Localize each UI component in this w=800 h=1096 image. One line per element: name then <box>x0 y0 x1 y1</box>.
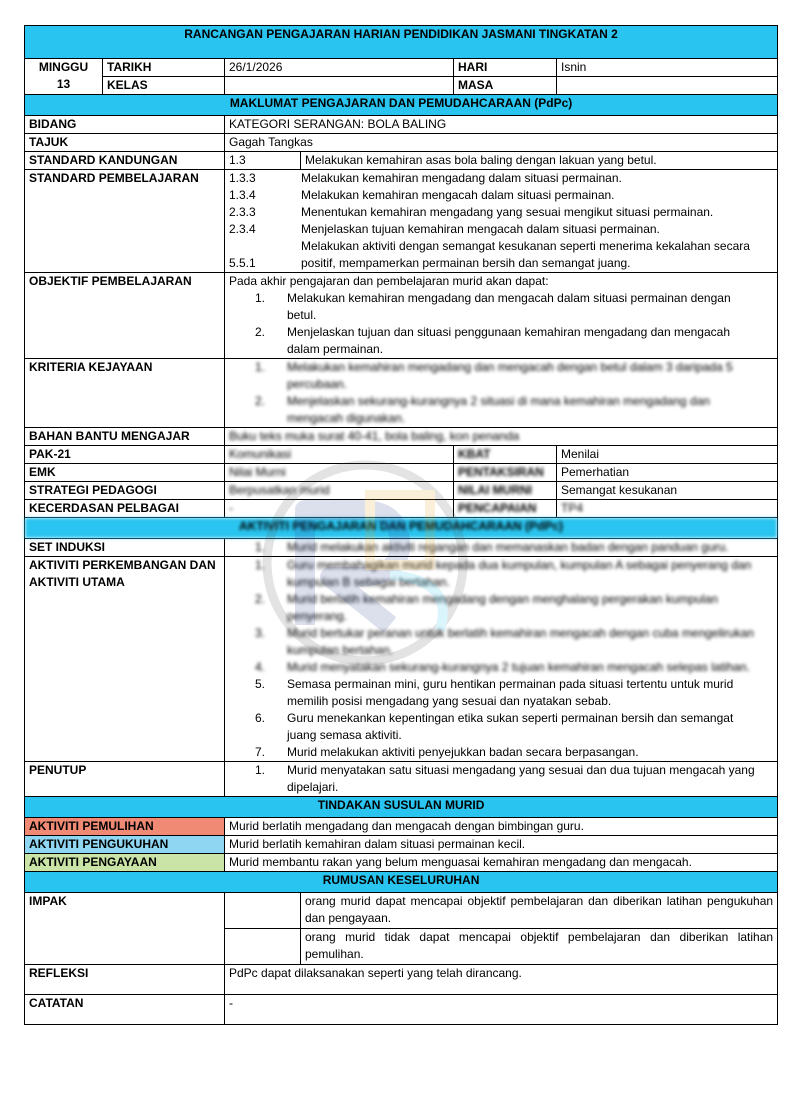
bbm-value: Buku teks muka surat 40-41, bola baling, kon penanda <box>225 428 778 446</box>
kbat-value: Menilai <box>557 446 778 464</box>
standard-pembelajaran-list <box>225 170 778 273</box>
pemulihan-value: Murid berlatih mengadang dan mengacah dengan bimbingan guru. <box>225 818 778 836</box>
objektif-intro: Pada akhir pengajaran dan pembelajaran murid akan dapat: <box>229 274 549 288</box>
kriteria-content <box>225 359 778 428</box>
pak21-label: PAK-21 <box>25 446 225 464</box>
minggu-value: 13 <box>56 77 71 91</box>
list-item: 6. Guru menekankan kepentingan etika sukan seperti permainan bersih dan semangat juang semasa aktiviti. <box>254 711 734 742</box>
sp-item <box>229 238 773 272</box>
emk-label: EMK <box>25 464 225 482</box>
minggu-cell <box>25 59 103 95</box>
impak-count-2 <box>225 929 301 965</box>
list-item: 1. Guru membahagikan murid kepada dua kumpulan, kumpulan A sebagai penyerang dan kumpulan B sebagai bertahan. <box>254 558 752 589</box>
penutup-label: PENUTUP <box>25 762 225 797</box>
nilai-murni-label: NILAI MURNI <box>454 482 557 500</box>
hari-value: Isnin <box>557 59 778 77</box>
pengayaan-value: Murid membantu rakan yang belum menguasai kemahiran mengadang dan mengacah. <box>225 854 778 872</box>
strategi-value: Berpusatkan murid <box>225 482 454 500</box>
impak-count-1 <box>225 893 301 929</box>
set-induksi-content <box>225 539 778 557</box>
list-item: 5. Semasa permainan mini, guru hentikan permainan pada situasi tertentu untuk murid memilih posisi mengadang yang sesuai dan nyatakan sebab. <box>254 677 734 708</box>
sp-code: 1.3.4 <box>229 188 256 202</box>
kriteria-label: KRITERIA KEJAYAAN <box>25 359 225 428</box>
list-item: 7. Murid melakukan aktiviti penyejukkan badan secara berpasangan. <box>254 745 639 759</box>
strategi-label: STRATEGI PEDAGOGI <box>25 482 225 500</box>
tarikh-label: TARIKH <box>103 59 225 77</box>
sp-code: 1.3.3 <box>229 171 256 185</box>
sp-item <box>229 204 773 221</box>
nilai-murni-value: Semangat kesukanan <box>557 482 778 500</box>
kelas-label: KELAS <box>103 77 225 95</box>
page-title: RANCANGAN PENGAJARAN HARIAN PENDIDIKAN JASMANI TINGKATAN 2 <box>25 26 778 59</box>
set-induksi-label: SET INDUKSI <box>25 539 225 557</box>
kelas-value <box>225 77 454 95</box>
pengukuhan-value: Murid berlatih kemahiran dalam situasi permainan kecil. <box>225 836 778 854</box>
standard-kandungan-text: Melakukan kemahiran asas bola baling dengan lakuan yang betul. <box>301 152 778 170</box>
list-item: 2. Murid berlatih kemahiran mengadang dengan menghalang pergerakan kumpulan penyerang. <box>254 592 718 623</box>
masa-label: MASA <box>454 77 557 95</box>
pemulihan-label: AKTIVITI PEMULIHAN <box>25 818 225 836</box>
list-item: 1. Murid menyatakan satu situasi mengadang yang sesuai dan dua tujuan mengacah yang dipelajari. <box>254 763 755 794</box>
sp-text: Melakukan kemahiran mengadang dalam situasi permainan. <box>301 171 622 185</box>
minggu-label: MINGGU <box>38 60 89 74</box>
rumusan-section-header: RUMUSAN KESELURUHAN <box>25 872 778 893</box>
sp-text: Melakukan kemahiran mengacah dalam situasi permainan. <box>301 188 615 202</box>
objektif-content <box>225 273 778 359</box>
kecerdasan-value: - <box>225 500 454 518</box>
bbm-label: BAHAN BANTU MENGAJAR <box>25 428 225 446</box>
sp-code: 2.3.3 <box>229 205 256 219</box>
tindakan-section-header: TINDAKAN SUSULAN MURID <box>25 797 778 818</box>
pentaksiran-value: Pemerhatian <box>557 464 778 482</box>
pdpc-section-header: MAKLUMAT PENGAJARAN DAN PEMUDAHCARAAN (PdPc) <box>25 95 778 116</box>
pencapaian-label: PENCAPAIAN <box>454 500 557 518</box>
aktiviti-utama-label: AKTIVITI PERKEMBANGAN DAN AKTIVITI UTAMA <box>25 557 225 762</box>
tajuk-value: Gagah Tangkas <box>225 134 778 152</box>
pencapaian-value: TP4 <box>557 500 778 518</box>
standard-kandungan-code: 1.3 <box>225 152 301 170</box>
list-item: 3. Murid bertukar peranan untuk berlatih kemahiran mengacah dengan cuba mengelirukan kumpulan bertahan. <box>254 626 754 657</box>
refleksi-label: REFLEKSI <box>25 965 225 995</box>
bidang-label: BIDANG <box>25 116 225 134</box>
emk-value: Nilai Murni <box>225 464 454 482</box>
impak-line-2: orang murid tidak dapat mencapai objektif pembelajaran dan diberikan latihan pemulihan. <box>301 929 778 965</box>
list-item: 2. Menjelaskan sekurang-kurangnya 2 situasi di mana kemahiran mengadang dan mengacah digunakan. <box>254 394 710 425</box>
penutup-content <box>225 762 778 797</box>
sp-item <box>229 221 773 238</box>
list-item: 2. Menjelaskan tujuan dan situasi penggunaan kemahiran mengadang dan mengacah dalam permainan. <box>254 325 730 356</box>
kecerdasan-label: KECERDASAN PELBAGAI <box>25 500 225 518</box>
list-item: 4. Murid menyatakan sekurang-kurangnya 2 tujuan kemahiran mengacah selepas latihan. <box>254 660 750 674</box>
objektif-label: OBJEKTIF PEMBELAJARAN <box>25 273 225 359</box>
standard-pembelajaran-label: STANDARD PEMBELAJARAN <box>25 170 225 273</box>
standard-kandungan-label: STANDARD KANDUNGAN <box>25 152 225 170</box>
impak-line-1: orang murid dapat mencapai objektif pembelajaran dan diberikan latihan pengukuhan dan pengayaan. <box>301 893 778 929</box>
lesson-plan-table <box>24 25 778 1025</box>
sp-text: Menjelaskan tujuan kemahiran mengacah dalam situasi permainan. <box>301 222 660 236</box>
bidang-value: KATEGORI SERANGAN: BOLA BALING <box>225 116 778 134</box>
impak-label: IMPAK <box>25 893 225 965</box>
aktiviti-utama-content <box>225 557 778 762</box>
catatan-label: CATATAN <box>25 995 225 1025</box>
pengayaan-label: AKTIVITI PENGAYAAN <box>25 854 225 872</box>
catatan-value: - <box>225 995 778 1025</box>
pak21-value: Komunikasi <box>225 446 454 464</box>
refleksi-value: PdPc dapat dilaksanakan seperti yang telah dirancang. <box>225 965 778 995</box>
tajuk-label: TAJUK <box>25 134 225 152</box>
sp-code: 2.3.4 <box>229 222 256 236</box>
tarikh-value: 26/1/2026 <box>225 59 454 77</box>
sp-item <box>229 170 773 187</box>
aktiviti-section-header: AKTIVITI PENGAJARAN DAN PEMUDAHCARAAN (PdPc) <box>25 518 778 539</box>
sp-code: 5.5.1 <box>229 256 256 270</box>
pentaksiran-label: PENTAKSIRAN <box>454 464 557 482</box>
list-item: 1. Murid melakukan aktiviti regangan dan memanaskan badan dengan panduan guru. <box>254 540 729 554</box>
list-item: 1. Melakukan kemahiran mengadang dan mengacah dalam situasi permainan dengan betul. <box>254 291 731 322</box>
masa-value <box>557 77 778 95</box>
pengukuhan-label: AKTIVITI PENGUKUHAN <box>25 836 225 854</box>
sp-item <box>229 187 773 204</box>
sp-text: Menentukan kemahiran mengadang yang sesuai mengikut situasi permainan. <box>301 205 714 219</box>
sp-text: Melakukan aktiviti dengan semangat kesukanan seperti menerima kekalahan secara positif, mempamerkan permainan bersih dan semangat juang. <box>301 239 750 270</box>
hari-label: HARI <box>454 59 557 77</box>
kbat-label: KBAT <box>454 446 557 464</box>
list-item: 1. Melakukan kemahiran mengadang dan mengacah dengan betul dalam 3 daripada 5 percubaan. <box>254 360 733 391</box>
